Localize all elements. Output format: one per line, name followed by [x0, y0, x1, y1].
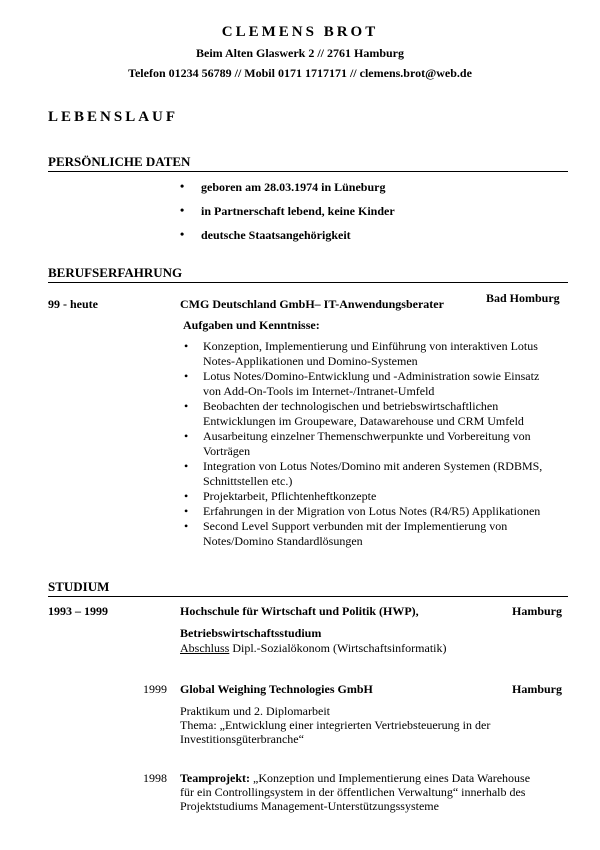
experience-company: CMG Deutschland GmbH– IT-Anwendungsberater: [180, 297, 444, 311]
tasks-heading: Aufgaben und Kenntnisse:: [183, 318, 320, 332]
internship-company: Global Weighing Technologies GmbH: [180, 682, 373, 696]
bullet-icon: •: [180, 203, 185, 217]
list-item: • Projektarbeit, Pflichtenheftkonzepte: [184, 489, 377, 503]
entry-year: 1999: [143, 682, 167, 696]
experience-date: 99 - heute: [48, 297, 98, 311]
experience-location: Bad Homburg: [486, 291, 560, 305]
contact-line: Telefon 01234 56789 // Mobil 0171 1717171 // clemens.brot@web.de: [128, 66, 472, 80]
bullet-icon: •: [184, 504, 189, 518]
list-item: • Erfahrungen in der Migration von Lotus Notes (R4/R5) Applikationen: [184, 504, 541, 518]
bullet-icon: •: [184, 459, 189, 473]
bullet-icon: •: [184, 489, 189, 503]
study-school: Hochschule für Wirtschaft und Politik (HWP),: [180, 604, 419, 618]
document-title: LEBENSLAUF: [48, 109, 179, 125]
bullet-icon: •: [184, 429, 189, 443]
personal-item: • in Partnerschaft lebend, keine Kinder: [180, 203, 395, 218]
list-item: • Lotus Notes/Domino-Entwicklung und -Administration sowie Einsatz von Add-On-Tools im Internet-/Intranet-Umfeld: [184, 369, 540, 398]
internship-location: Hamburg: [512, 682, 563, 696]
bullet-icon: •: [184, 519, 189, 533]
address-line: Beim Alten Glaswerk 2 // 2761 Hamburg: [196, 46, 404, 60]
section-heading-study: STUDIUM: [48, 579, 568, 597]
personal-item: • geboren am 28.03.1974 in Lüneburg: [180, 179, 386, 194]
list-item: • Konzeption, Implementierung und Einführung von interaktiven Lotus Notes-Applikationen und Domino-Systemen: [184, 339, 538, 368]
task-list: [184, 339, 583, 549]
study-program: Betriebswirtschaftsstudium: [180, 626, 322, 640]
study-location: Hamburg: [512, 604, 563, 618]
entry-year: 1998: [143, 771, 167, 785]
bullet-icon: •: [180, 227, 185, 241]
bullet-icon: •: [180, 179, 185, 193]
section-heading-personal: PERSÖNLICHE DATEN: [48, 154, 568, 172]
list-item: • Ausarbeitung einzelner Themenschwerpunkte und Vorbereitung von Vorträgen: [184, 429, 531, 458]
study-degree: Abschluss Dipl.-Sozialökonom (Wirtschaftsinformatik): [180, 641, 447, 655]
section-heading-experience: BERUFSERFAHRUNG: [48, 265, 568, 283]
team-project-description: Teamprojekt: „Konzeption und Implementierung eines Data Warehouse für ein Controllingsystem in der öffentlichen Verwaltung“ innerhalb des Projektstudiums Management-Unterstützungssysteme: [180, 771, 531, 813]
bullet-icon: •: [184, 369, 189, 383]
list-item: • Beobachten der technologischen und betriebswirtschaftlichen Entwicklungen im Groupeware, Datawarehouse und CRM Umfeld: [184, 399, 524, 428]
study-date: 1993 – 1999: [48, 604, 108, 618]
personal-item: • deutsche Staatsangehörigkeit: [180, 227, 351, 242]
list-item: • Second Level Support verbunden mit der Implementierung von Notes/Domino Standardlösungen: [184, 519, 508, 548]
internship-description: Praktikum und 2. Diplomarbeit Thema: „Entwicklung einer integrierten Vertriebsteuerung in der Investitionsgüterbranche“: [180, 704, 491, 746]
list-item: • Integration von Lotus Notes/Domino mit anderen Systemen (RDBMS, Schnittstellen etc.): [184, 459, 543, 488]
bullet-icon: •: [184, 339, 189, 353]
applicant-name: CLEMENS BROT: [221, 24, 379, 40]
bullet-icon: •: [184, 399, 189, 413]
